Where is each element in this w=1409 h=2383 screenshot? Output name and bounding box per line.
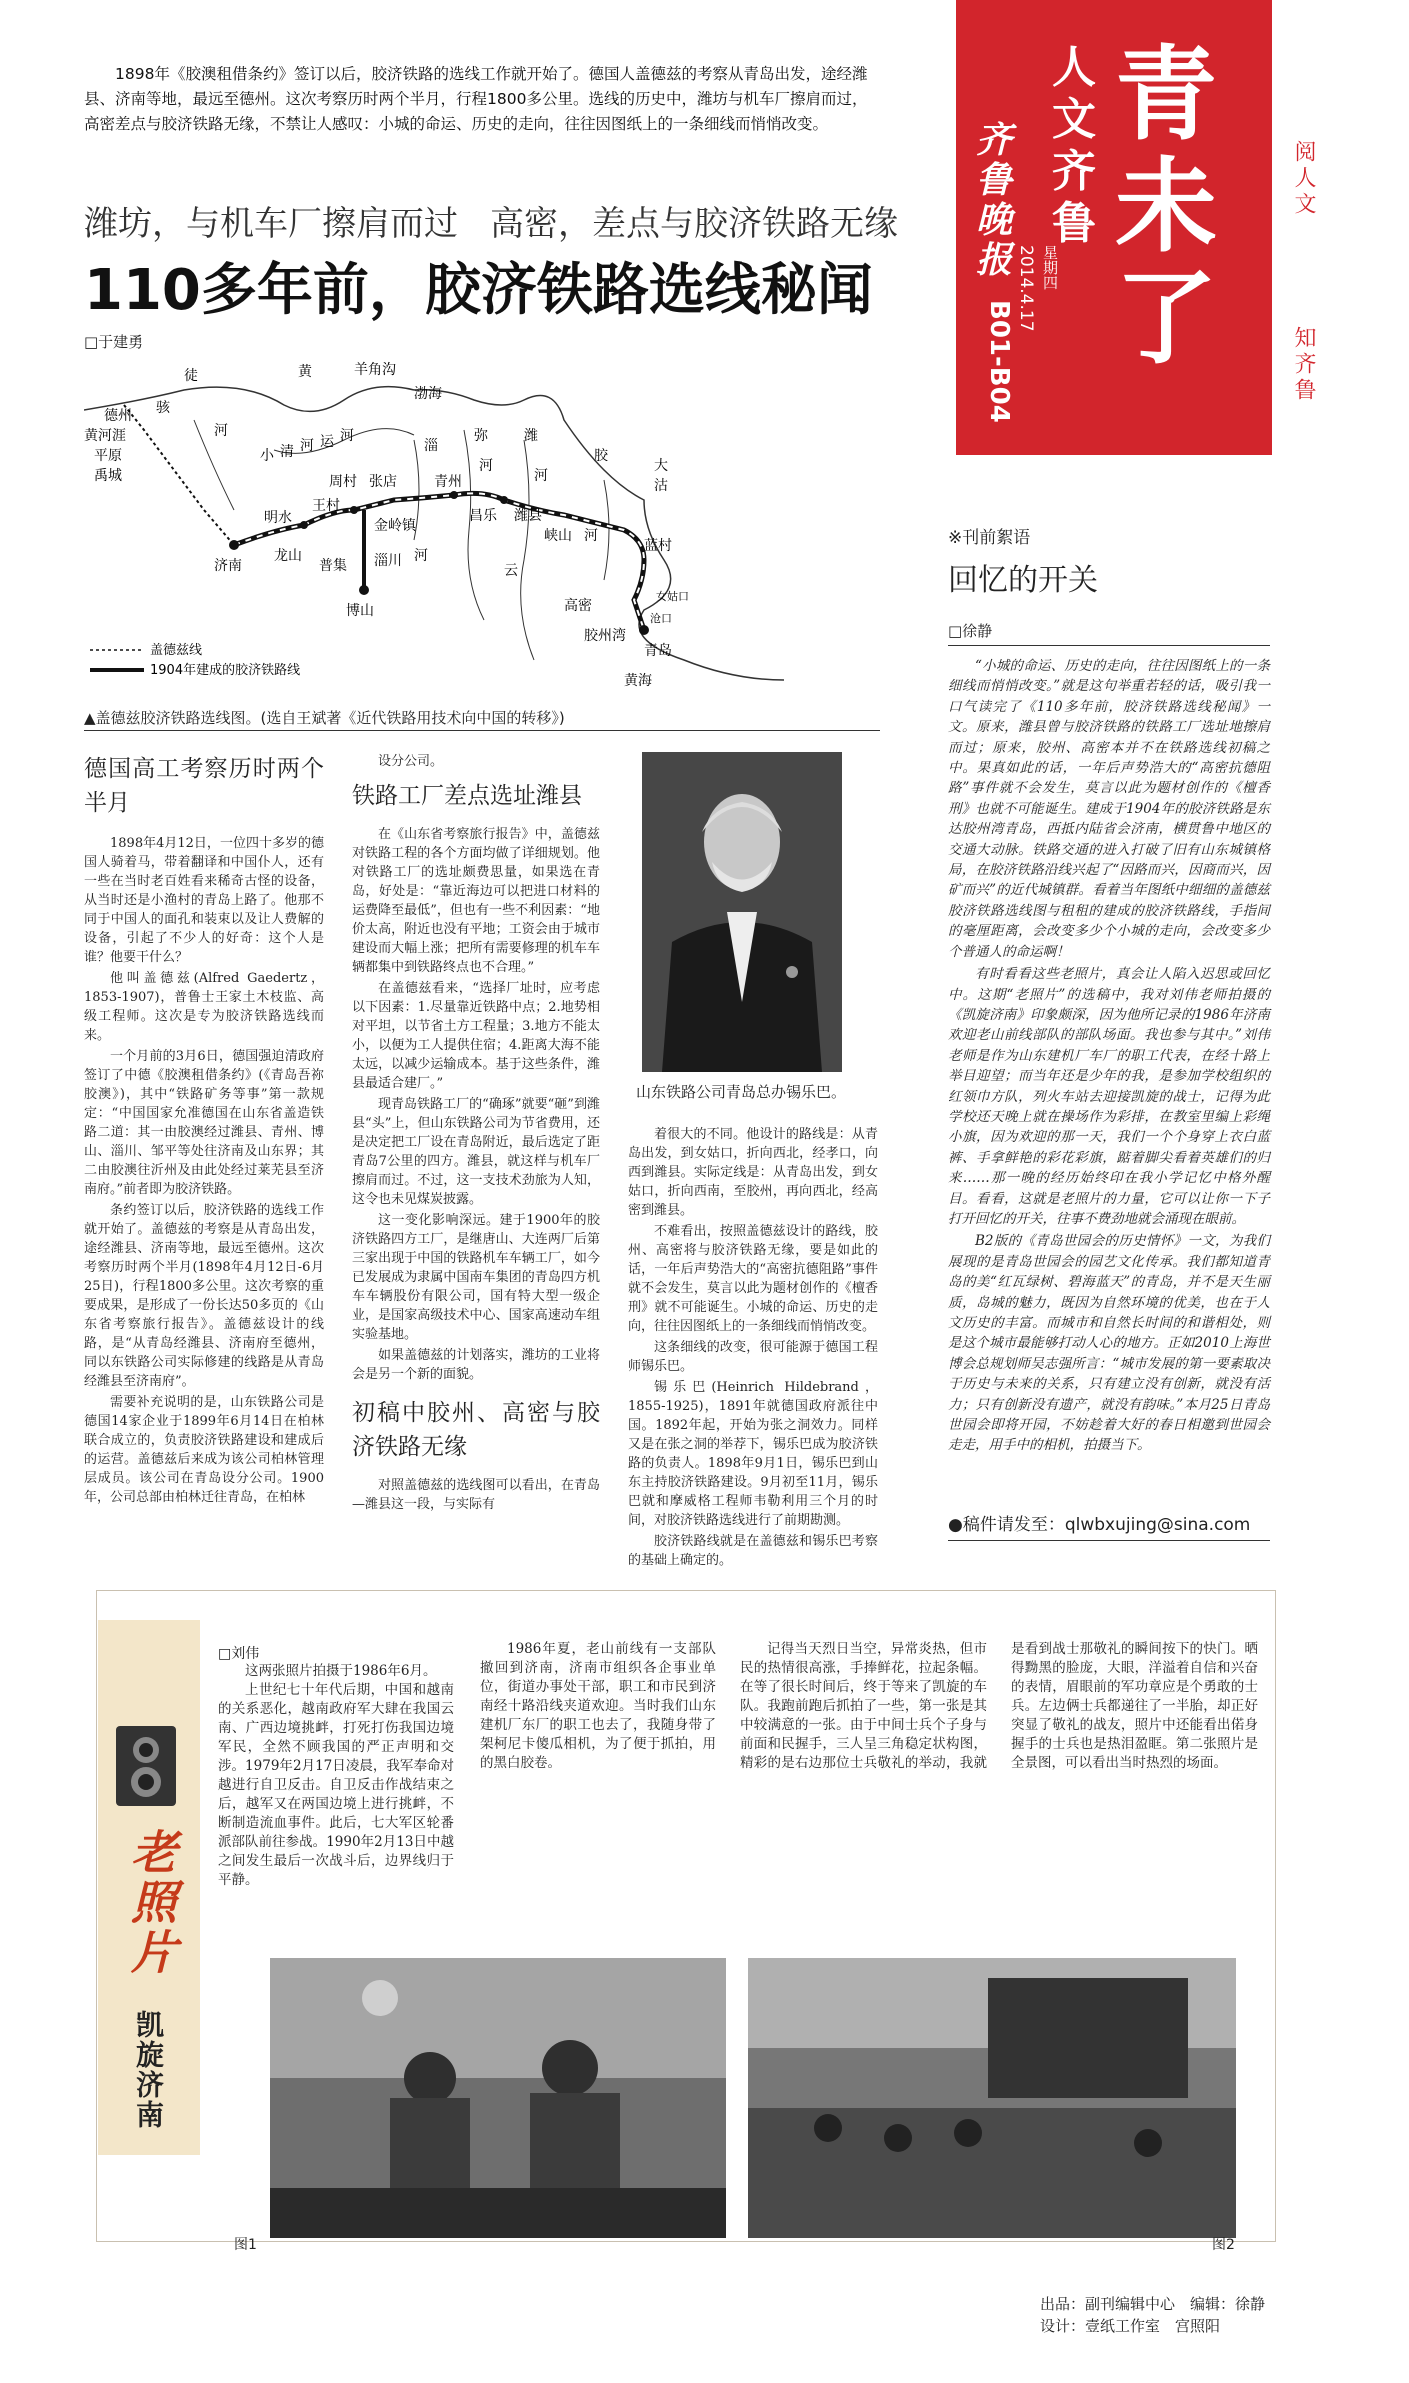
map-label: 大 [654, 458, 668, 474]
map-label: 周村 [329, 474, 357, 490]
paragraph: 上世纪七十年代后期，中国和越南的关系恶化，越南政府军大肆在我国云南、广西边境挑衅，打死打伤我国边境军民，全然不顾我国的严正声明和交涉。1979年2月17日凌晨，我军奉命对越进行自卫反击。自卫反击作战结束之后，越军又在两国边境上进行挑衅，不断制造流血事件。此后，七大军区轮番派部队前往参战。1990年2月13日中越之间发生最后一次战斗后，边界线归于平静。 [218, 1682, 454, 1888]
issue-date: 2014.4.17 [1016, 245, 1036, 332]
paragraph: 在盖德兹看来，“选择厂址时，应考虑以下因素：1.尽量靠近铁路中点；2.地势相对平坦，以节省土方工程量；3.地方不能太小，以便为工人提供住宿；4.距离大海不能太远，以减少运输成本。基于这些条件，潍县最适合建厂。” [352, 981, 600, 1091]
paragraph: 设分公司。 [378, 754, 444, 769]
page-range: B01-B04 [984, 300, 1014, 423]
sidebar-kicker: ※刊前絮语 [948, 528, 1031, 548]
article-lead: 1898年《胶澳租借条约》签订以后，胶济铁路的选线工作就开始了。德国人盖德兹的考察从青岛出发，途经潍县、济南等地，最远至德州。这次考察历时两个半月，行程1800多公里。选线的历史中，潍坊与机车厂擦肩而过，高密差点与胶济铁路无缘，不禁让人感叹：小城的命运、历史的走向，往往因图纸上的一条细线而悄悄改变。 [84, 65, 868, 133]
paragraph: 条约签订以后，胶济铁路的选线工作就开始了。盖德兹的考察是从青岛出发，途经潍县、济南等地，最远至德州。这次考察历时两个半月(1898年4月12日-6月25日)，行程1800多公里。这次考察的重要成果，是形成了一份长达50多页的《山东省考察旅行报告》。盖德兹设计的线路，是“从青岛经潍县、济南府至德州，同以东铁路公司实际修建的线路是从青岛经潍县至济南府”。 [84, 1203, 324, 1389]
old-photo-1 [270, 1958, 726, 2238]
station-jinan [229, 540, 239, 550]
section-title: 初稿中胶州、高密与胶济铁路无缘 [352, 1400, 600, 1460]
paragraph: 一个月前的3月6日，德国强迫清政府签订了中德《胶澳租借条约》(《青岛吾祢胶澳》)，其中“铁路矿务等事”第一款规定：“中国国家允准德国在山东省盖造铁路二道：其一由胶澳经过潍县、青州、博山、淄川、邹平等处往济南及山东界；其二由胶澳往沂州及由此处经过莱芜县至济南府。”前者即为胶济铁路。 [84, 1049, 324, 1197]
paragraph: “小城的命运、历史的走向，往往因图纸上的一条细线而悄悄改变。”就是这句举重若轻的话，吸引我一口气读完了《110多年前，胶济铁路选线秘闻》一文。原来，潍县曾与胶济铁路的铁路工厂选址地擦肩而过；原来，胶州、高密本并不在铁路选线初稿之中。果真如此的话，一年后声势浩大的“高密抗德阻路”事件就不会发生，莫言以此为题材创作的《檀香刑》也就不可能诞生。建成于1904年的胶济铁路是东达胶州湾青岛，西抵内陆省会济南，横贯鲁中地区的交通大动脉。铁路交通的进入打破了旧有山东城镇格局，在胶济铁路沿线兴起了“因路而兴，因商而兴，因矿而兴”的近代城镇群。看着当年图纸中细细的盖德兹胶济铁路选线图与租租的建成的胶济铁路线，手指间的毫厘距离，会改变多少个小城的走向，会改变多少个普通人的命运啊！ [948, 658, 1270, 960]
paragraph: 他叫盖德兹(Alfred Gaedertz，1853-1907)，普鲁士王家土木枝监、高级工程师。这次是专为胶济铁路选线而来。 [84, 971, 324, 1043]
railway-route-map [84, 360, 880, 700]
map-label: 青州 [434, 474, 462, 490]
paragraph: 如果盖德兹的计划落实，潍坊的工业将会是另一个新的面貌。 [352, 1348, 600, 1382]
paragraph: 着很大的不同。他设计的路线是：从青岛出发，到女姑口，折向西北，经孝口，向西到潍县。实际定线是：从青岛出发，到女姑口，折向西南，至胶州，再向西北，经高密到潍县。 [628, 1127, 878, 1218]
old-photo-column-3 [740, 1640, 1258, 1773]
map-label: 河 [414, 548, 428, 564]
old-photo-byline: □刘伟 [218, 1646, 260, 1662]
map-label: 黄河涯 [84, 428, 126, 444]
map-label: 潍 [524, 428, 538, 444]
station-boshan [359, 585, 369, 595]
map-label: 平原 [94, 448, 122, 464]
map-label: 淄 [424, 438, 438, 454]
sidebar-body [948, 656, 1270, 1458]
map-label: 张店 [369, 474, 397, 490]
old-photo-2 [748, 1958, 1236, 2238]
map-label: 河 [534, 468, 548, 484]
map-label: 河 [214, 423, 228, 439]
portrait-image [642, 752, 842, 1072]
legend-built-label: 1904年建成的胶济铁路线 [150, 663, 301, 678]
newspaper-name: 齐鲁晚报 [975, 119, 1012, 281]
credits-line: 出品：副刊编辑中心 编辑：徐静 [1040, 2295, 1266, 2313]
map-label: 济南 [214, 558, 242, 574]
map-label: 沧口 [650, 612, 672, 625]
map-label: 河 [479, 458, 493, 474]
map-label: 青岛 [644, 643, 672, 659]
map-label: 徒 [184, 368, 198, 384]
station-qingdao [639, 625, 649, 635]
issue-weekday: 星期四 [1041, 245, 1059, 290]
station-zhangdian [350, 506, 358, 514]
map-label: 运 [320, 434, 334, 450]
contribute-email[interactable]: ●稿件请发至：qlwbxujing@sina.com [948, 1515, 1251, 1535]
camera-icon [112, 1722, 180, 1810]
map-label: 淄川 [374, 553, 402, 569]
masthead-title: 青未了 [1115, 36, 1217, 379]
old-photo-title: 老照片 [124, 1828, 178, 1978]
sidebar-byline: □徐静 [948, 622, 993, 640]
map-label: 峡山 [544, 528, 572, 544]
map-label: 德州 [104, 408, 132, 424]
map-label: 羊角沟 [354, 362, 396, 378]
station-weixian [500, 496, 508, 504]
article-column-3 [628, 1125, 878, 1572]
tagline-read-culture: 阅人文 [1291, 140, 1316, 218]
route-map-svg [84, 360, 880, 700]
tagline-know-qilu: 知齐鲁 [1291, 326, 1316, 404]
map-label: 河 [584, 528, 598, 544]
map-label: 渤海 [414, 386, 442, 402]
map-label: 金岭镇 [374, 518, 416, 534]
map-label: 黄 [298, 364, 312, 380]
article-column-1 [84, 752, 324, 1509]
map-label: 明水 [264, 510, 292, 526]
sidebar-title: 回忆的开关 [948, 563, 1098, 598]
credits [1040, 2293, 1340, 2337]
paragraph: 胶济铁路线就是在盖德兹和锡乐巴考察的基础上确定的。 [628, 1534, 878, 1568]
figure-1-label: 图1 [234, 2237, 257, 2253]
divider [948, 1540, 1270, 1541]
subheadline-gaomi: 高密，差点与胶济铁路无缘 [490, 204, 898, 244]
map-label: 河 [300, 438, 314, 454]
map-label: 高密 [564, 598, 592, 614]
paragraph: 这条细线的改变，很可能源于德国工程师锡乐巴。 [628, 1340, 878, 1374]
map-label: 黄海 [624, 673, 652, 689]
section-title: 铁路工厂差点选址潍县 [352, 783, 582, 809]
old-photo-subtitle: 凯旋济南 [132, 2010, 165, 2130]
river [604, 480, 609, 580]
photo-caption: 山东铁路公司青岛总办锡乐巴。 [635, 1083, 846, 1101]
map-label: 小 [260, 448, 274, 464]
paragraph: 1898年4月12日，一位四十多岁的德国人骑着马，带着翻译和中国仆人，还有一些在当时老百姓看来稀奇古怪的设备，从当时还是小渔村的青岛上路了。他那不同于中国人的面孔和装束以及让人费解的设备，引起了不少人的好奇：这个人是谁？他要干什么？ [84, 836, 324, 965]
divider [84, 730, 880, 731]
credits-line: 设计：壹纸工作室 宫照阳 [1040, 2317, 1221, 2335]
map-label: 博山 [346, 603, 374, 619]
paragraph: 这两张照片拍摄于1986年6月。 [245, 1663, 437, 1679]
map-label: 昌乐 [469, 508, 497, 524]
map-caption: ▲盖德兹胶济铁路选线图。(选自王斌著《近代铁路用技术向中国的转移》) [84, 709, 565, 727]
map-label: 蓝村 [644, 538, 672, 554]
figure-2-label: 图2 [1212, 2237, 1235, 2253]
map-label: 王村 [312, 498, 340, 514]
paragraph: 有时看看这些老照片，真会让人陷入迟思或回忆中。这期“老照片”的选稿中，我对刘伟老师拍摄的《凯旋济南》印象颇深，因为他所记录的1986年济南欢迎老山前线部队的部队场面。我也参与其中。”刘伟老师是作为山东建机厂车厂的职工代表，在经十路上举目迎望；而当年还是少年的我，是参加学校组织的红领巾方队，列火车站去迎接凯旋的战士，记得为此学校还天晚上就在操场作为彩排，在教室里编上彩绳小旗，因为欢迎的那一天，我们一个个身穿上衣白蓝裤、手拿鲜艳的彩花彩旗，踮着脚尖看着英雄们的归来……那一晚的经历始终印在我小学记忆中格外醒目。看看，这就是老照片的力量，它可以让你一下子打开回忆的开关，往事不费劲地就会涌现在眼前。 [948, 966, 1270, 1227]
headline: 110多年前，胶济铁路选线秘闻 [84, 258, 873, 323]
station-qingzhou [450, 491, 458, 499]
paragraph: 现青岛铁路工厂的“确琢”就要“砸”到潍县“头”上，但山东铁路公司为节省费用，还是决定把工厂设在青岛附近，最后选定了距青岛7公里的四方。潍县，就这样与机车厂擦肩而过。不过，这一支技术劲旅为人知，这令也未见煤炭披露。 [352, 1097, 600, 1207]
paragraph: 锡乐巴(Heinrich Hildebrand，1855-1925)，1891年就德国政府派往中国。1892年起，开始为张之洞效力。同样又是在张之洞的举荐下，锡乐巴成为胶济铁路的负责人。1898年9月1日，锡乐巴到山东主持胶济铁路建设。9月初至11月，锡乐巴就和摩威格工程师韦勒利用三个月的时间，对胶济铁路选线进行了前期勘测。 [628, 1380, 878, 1528]
map-label: 女姑口 [656, 590, 689, 603]
map-label: 云 [504, 563, 518, 579]
paragraph: 需要补充说明的是，山东铁路公司是德国14家企业于1899年6月14日在柏林联合成立的，负责胶济铁路建设和建成后的运营。盖德兹后来成为该公司柏林管理层成员。该公司在青岛设分公司。1900年，公司总部由柏林迁往青岛，在柏林 [84, 1395, 324, 1505]
old-photo-column-1 [218, 1662, 454, 1890]
divider [948, 645, 1270, 646]
paragraph: 在《山东省考察旅行报告》中，盖德兹对铁路工程的各个方面均做了详细规划。他对铁路工厂的选址颇费思量，如果选在青岛，好处是：“靠近海边可以把进口材料的运费降至最低”，但也有一些不利因素：“地价太高，附近也没有平地；工资会由于城市建设而大幅上涨；把所有需要修理的机车车辆都集中到铁路终点也不合理。” [352, 827, 600, 975]
map-label: 胶 [594, 448, 608, 464]
masthead [956, 0, 1272, 455]
paragraph: 1986年夏，老山前线有一支部队撤回到济南，济南市组织各企事业单位，街道办事处干部，职工和市民到济南经十路沿线夹道欢迎。当时我们山东建机厂东厂的职工也去了，我随身带了架柯尼卡傻瓜相机，为了便于抓拍，用的黑白胶卷。 [480, 1641, 716, 1771]
map-label: 弥 [474, 428, 488, 444]
paragraph: 对照盖德兹的选线图可以看出，在青岛—潍县这一段，与实际有 [352, 1478, 600, 1512]
masthead-subtitle: 人文齐鲁 [1052, 42, 1096, 249]
yellow-river [84, 387, 414, 412]
paragraph: 不难看出，按照盖德兹设计的路线，胶州、高密将与胶济铁路无缘，要是如此的话，一年后声势浩大的“高密抗德阻路”事件就不会发生，莫言以此为题材创作的《檀香刑》就不可能诞生。小城的命运、历史的走向，往往因图纸上的一条细线而悄悄改变。 [628, 1224, 878, 1334]
map-label: 河 [340, 428, 354, 444]
map-label: 龙山 [274, 548, 302, 564]
station-longshan [300, 521, 308, 529]
paragraph: B2版的《青岛世园会的历史情怀》一文，为我们展现的是青岛世园会的园艺文化传承。我们都知道青岛的美“红瓦绿树、碧海蓝天”的青岛，并不是天生丽质，岛城的魅力，既因为自然环境的优美，也在于人文历史的丰富。而城市和自然长时间的和谐相处，则是这个城市最能够打动人心的地方。正如2010上海世博会总规划师吴志强所言：“城市发展的第一要素取决于历史与未来的关系，只有建立没有创新，就没有活力；只有创新没有遗产，就没有韵味。”本月25日青岛世园会即将开园，不妨趁着大好的春日相邀到世园会走走，用手中的相机，拍摄当下。 [948, 1233, 1270, 1454]
legend-planned-label: 盖德兹线 [150, 643, 203, 658]
photo-hildebrand [642, 752, 842, 1072]
map-label: 禹城 [94, 468, 122, 484]
map-label: 胶州湾 [584, 628, 626, 644]
byline: □于建勇 [84, 333, 144, 351]
old-photo-column-2 [480, 1640, 716, 1773]
paragraph: 这一变化影响深远。建于1900年的胶济铁路四方工厂，是继唐山、大连两厂后第三家出现于中国的铁路机车车辆工厂，如今已发展成为隶属中国南车集团的青岛四方机车车辆股份有限公司，国有特大型一级企业，是国家高级技术中心、国家高速动车组实验基地。 [352, 1213, 600, 1342]
river [521, 440, 534, 660]
map-label: 沽 [654, 478, 668, 494]
map-label: 潍县 [514, 508, 542, 524]
map-label: 骇 [156, 400, 170, 416]
paragraph: 记得当天烈日当空，异常炎热，但市民的热情很高涨，手捧鲜花，拉起条幅。在等了很长时间后，终于等来了凯旋的车队。我跑前跑后抓拍了一些，第一张是其中较满意的一张。由于中间士兵个子身与前面和民握手，三人呈三角稳定状构图，精彩的是右边那位士兵敬礼的举动，我就是看到战士那敬礼的瞬间按下的快门。晒得黝黑的脸庞，大眼，洋溢着自信和兴奋的表情，眉眼前的军功章应是个勇敢的士兵。左边俩士兵都递往了一半胎，却正好突显了敬礼的战友，照片中还能看出偌身握手的士兵也是热泪盈眶。第二张照片是全景图，可以看出当时热烈的场面。 [740, 1641, 1258, 1771]
map-label: 清 [280, 444, 294, 460]
map-label: 普集 [319, 558, 347, 574]
article-column-2 [352, 752, 600, 1516]
subheadline-weifang: 潍坊，与机车厂擦肩而过 [84, 204, 458, 244]
section-title: 德国高工考察历时两个半月 [84, 756, 324, 816]
